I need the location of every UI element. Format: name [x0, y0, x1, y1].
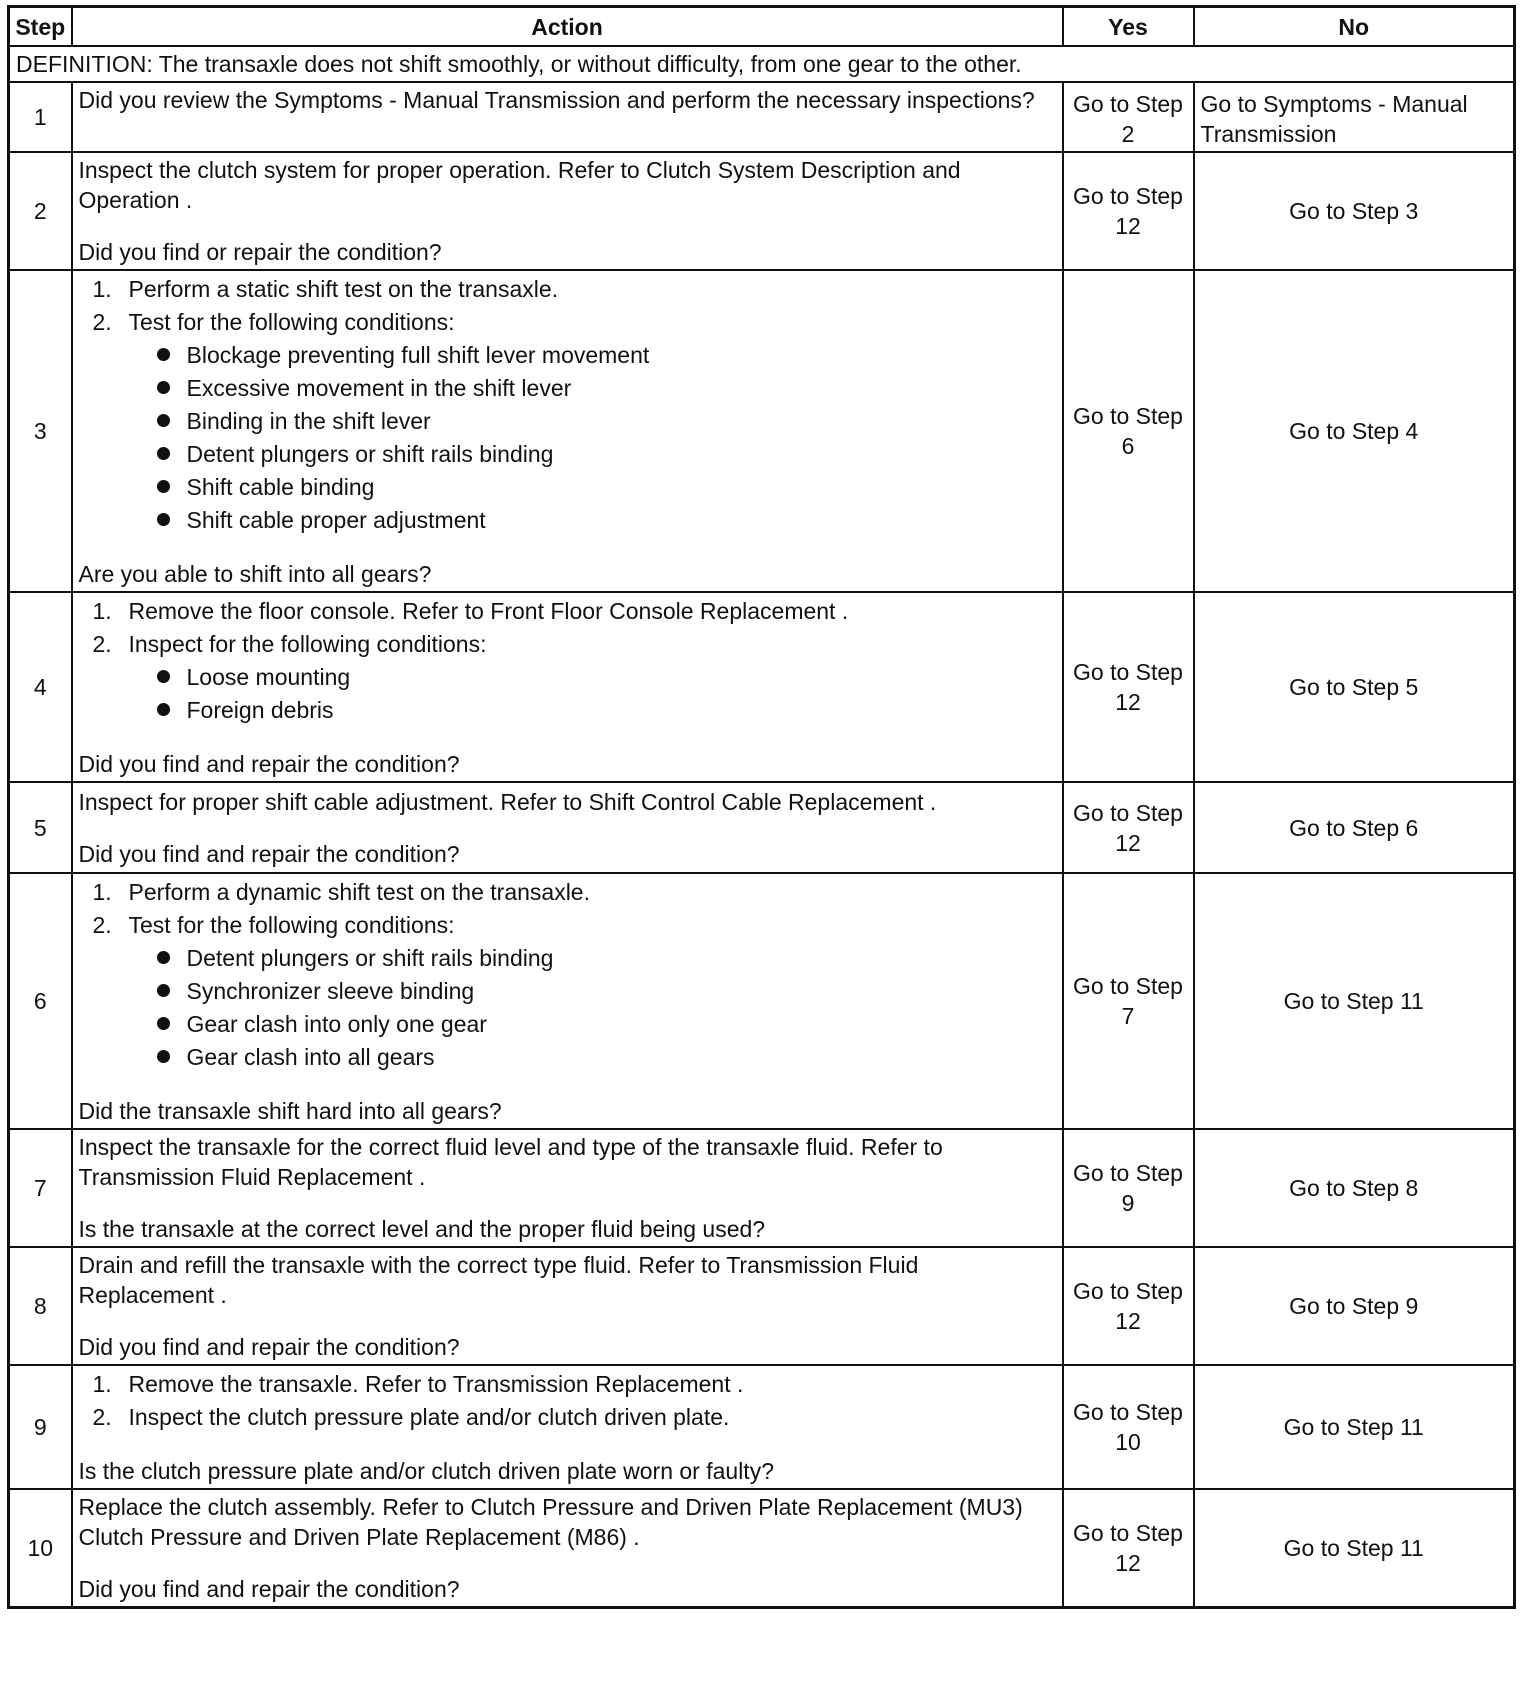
action-cell [72, 270, 1063, 592]
action-text: Drain and refill the transaxle with the correct type fluid. Refer to Transmission Fluid Replacement . [78, 1252, 919, 1308]
header-yes: Yes [1063, 7, 1194, 47]
yes-cell: Go to Step 9 [1063, 1129, 1194, 1247]
action-question: Did you find or repair the condition? [78, 239, 442, 265]
bullet-text: Binding in the shift lever [186, 408, 431, 434]
bullet-text: Gear clash into all gears [186, 1044, 435, 1070]
header-row [9, 7, 1515, 47]
no-cell: Go to Step 11 [1194, 1365, 1515, 1489]
numbered-item [93, 909, 1056, 1074]
bullet-item [157, 975, 1056, 1008]
step-row [9, 1247, 1515, 1365]
action-question: Is the clutch pressure plate and/or clutch driven plate worn or faulty? [78, 1458, 774, 1484]
no-cell: Go to Step 11 [1194, 1489, 1515, 1608]
bullet-list [93, 942, 1056, 1074]
item-number: 2. [92, 912, 112, 938]
bullet-text: Gear clash into only one gear [186, 1011, 487, 1037]
bullet-item [157, 471, 1056, 504]
numbered-item [93, 1401, 1056, 1434]
action-question: Did you find and repair the condition? [78, 1576, 460, 1602]
bullet-item [157, 405, 1056, 438]
action-question: Did you find and repair the condition? [78, 1334, 460, 1360]
bullet-text: Foreign debris [186, 697, 334, 723]
bullet-item [157, 1008, 1056, 1041]
step-number: 7 [9, 1129, 72, 1247]
yes-cell: Go to Step 12 [1063, 1247, 1194, 1365]
bullet-list [93, 661, 1056, 727]
item-number: 1. [92, 276, 112, 302]
item-number: 2. [92, 631, 112, 657]
bullet-item [157, 372, 1056, 405]
item-text: Inspect for the following conditions: [128, 631, 487, 657]
bullet-dot-icon [157, 703, 170, 716]
action-cell [72, 1247, 1063, 1365]
step-number: 1 [9, 82, 72, 152]
bullet-item [157, 504, 1056, 537]
yes-cell: Go to Step 12 [1063, 1489, 1194, 1608]
action-text: Inspect for proper shift cable adjustment. Refer to Shift Control Cable Replacement . [78, 788, 937, 815]
step-row [9, 270, 1515, 592]
no-cell: Go to Step 4 [1194, 270, 1515, 592]
bullet-item [157, 339, 1056, 372]
bullet-dot-icon [157, 1017, 170, 1030]
no-cell: Go to Step 3 [1194, 152, 1515, 270]
action-text: Replace the clutch assembly. Refer to Clutch Pressure and Driven Plate Replacement (MU3) Clutch Pressure and Driven Plate Replacement (M86) . [78, 1494, 1023, 1550]
step-number: 5 [9, 782, 72, 873]
bullet-dot-icon [157, 513, 170, 526]
numbered-list [79, 273, 1056, 537]
item-number: 2. [92, 309, 112, 335]
action-question: Did you find and repair the condition? [78, 840, 460, 867]
numbered-item [93, 1368, 1056, 1401]
definition-row [9, 46, 1515, 82]
bullet-text: Synchronizer sleeve binding [186, 978, 475, 1004]
diagnostic-table-container [7, 5, 1516, 1609]
action-cell [72, 152, 1063, 270]
action-question: Is the transaxle at the correct level and the proper fluid being used? [78, 1216, 766, 1242]
action-text: Did you review the Symptoms - Manual Transmission and perform the necessary inspections? [78, 87, 1035, 113]
bullet-text: Shift cable proper adjustment [186, 507, 486, 533]
yes-cell: Go to Step 7 [1063, 873, 1194, 1129]
yes-cell: Go to Step 12 [1063, 592, 1194, 782]
item-text: Remove the transaxle. Refer to Transmission Replacement . [128, 1371, 744, 1397]
numbered-list [79, 1368, 1056, 1434]
no-cell: Go to Step 6 [1194, 782, 1515, 873]
action-cell [72, 1129, 1063, 1247]
bullet-dot-icon [157, 984, 170, 997]
item-text: Inspect the clutch pressure plate and/or clutch driven plate. [128, 1404, 730, 1430]
bullet-dot-icon [157, 348, 170, 361]
no-cell: Go to Step 9 [1194, 1247, 1515, 1365]
yes-cell: Go to Step 12 [1063, 782, 1194, 873]
bullet-text: Blockage preventing full shift lever movement [186, 342, 650, 368]
bullet-dot-icon [157, 414, 170, 427]
bullet-dot-icon [157, 1050, 170, 1063]
step-row [9, 1365, 1515, 1489]
no-cell: Go to Step 8 [1194, 1129, 1515, 1247]
definition-text: DEFINITION: The transaxle does not shift smoothly, or without difficulty, from one gear to the other. [9, 46, 1515, 82]
step-row [9, 592, 1515, 782]
step-row [9, 1489, 1515, 1608]
action-cell [72, 873, 1063, 1129]
step-row [9, 782, 1515, 873]
numbered-list [79, 595, 1056, 727]
bullet-item [157, 1041, 1056, 1074]
item-number: 1. [92, 1371, 112, 1397]
bullet-item [157, 661, 1056, 694]
action-cell [72, 82, 1063, 152]
action-text: Inspect the transaxle for the correct fluid level and type of the transaxle fluid. Refer to Transmission Fluid Replacement . [78, 1134, 943, 1190]
action-question: Did you find and repair the condition? [78, 751, 460, 777]
step-number: 8 [9, 1247, 72, 1365]
step-row [9, 152, 1515, 270]
step-row [9, 1129, 1515, 1247]
numbered-item [93, 628, 1056, 727]
bullet-dot-icon [157, 447, 170, 460]
step-number: 9 [9, 1365, 72, 1489]
action-text: Inspect the clutch system for proper operation. Refer to Clutch System Description and Operation . [78, 157, 961, 213]
bullet-text: Shift cable binding [186, 474, 375, 500]
bullet-dot-icon [157, 951, 170, 964]
numbered-list [79, 876, 1056, 1074]
item-number: 1. [92, 879, 112, 905]
bullet-dot-icon [157, 670, 170, 683]
no-cell: Go to Step 5 [1194, 592, 1515, 782]
step-number: 2 [9, 152, 72, 270]
bullet-dot-icon [157, 480, 170, 493]
header-no: No [1194, 7, 1515, 47]
step-number: 10 [9, 1489, 72, 1608]
step-row [9, 82, 1515, 152]
no-cell: Go to Symptoms - Manual Transmission [1194, 82, 1515, 152]
bullet-list [93, 339, 1056, 537]
numbered-item [93, 876, 1056, 909]
item-text: Perform a static shift test on the transaxle. [128, 276, 559, 302]
header-action: Action [72, 7, 1063, 47]
bullet-item [157, 438, 1056, 471]
step-number: 6 [9, 873, 72, 1129]
item-text: Remove the floor console. Refer to Front Floor Console Replacement . [128, 598, 849, 624]
item-text: Test for the following conditions: [128, 912, 455, 938]
numbered-item [93, 306, 1056, 537]
action-cell [72, 1489, 1063, 1608]
action-question: Did the transaxle shift hard into all gears? [78, 1098, 502, 1124]
item-number: 1. [92, 598, 112, 624]
item-text: Test for the following conditions: [128, 309, 455, 335]
header-step: Step [9, 7, 72, 47]
numbered-item [93, 595, 1056, 628]
action-cell [72, 592, 1063, 782]
step-number: 3 [9, 270, 72, 592]
bullet-item [157, 694, 1056, 727]
yes-cell: Go to Step 2 [1063, 82, 1194, 152]
step-row [9, 873, 1515, 1129]
bullet-text: Detent plungers or shift rails binding [186, 945, 554, 971]
yes-cell: Go to Step 12 [1063, 152, 1194, 270]
numbered-item [93, 273, 1056, 306]
no-cell: Go to Step 11 [1194, 873, 1515, 1129]
bullet-dot-icon [157, 381, 170, 394]
bullet-text: Excessive movement in the shift lever [186, 375, 572, 401]
item-number: 2. [92, 1404, 112, 1430]
action-cell [72, 1365, 1063, 1489]
diagnostic-table [7, 5, 1516, 1609]
yes-cell: Go to Step 10 [1063, 1365, 1194, 1489]
action-question: Are you able to shift into all gears? [78, 561, 432, 587]
bullet-text: Loose mounting [186, 664, 351, 690]
bullet-text: Detent plungers or shift rails binding [186, 441, 554, 467]
action-cell [72, 782, 1063, 873]
item-text: Perform a dynamic shift test on the transaxle. [128, 879, 590, 905]
bullet-item [157, 942, 1056, 975]
step-number: 4 [9, 592, 72, 782]
yes-cell: Go to Step 6 [1063, 270, 1194, 592]
